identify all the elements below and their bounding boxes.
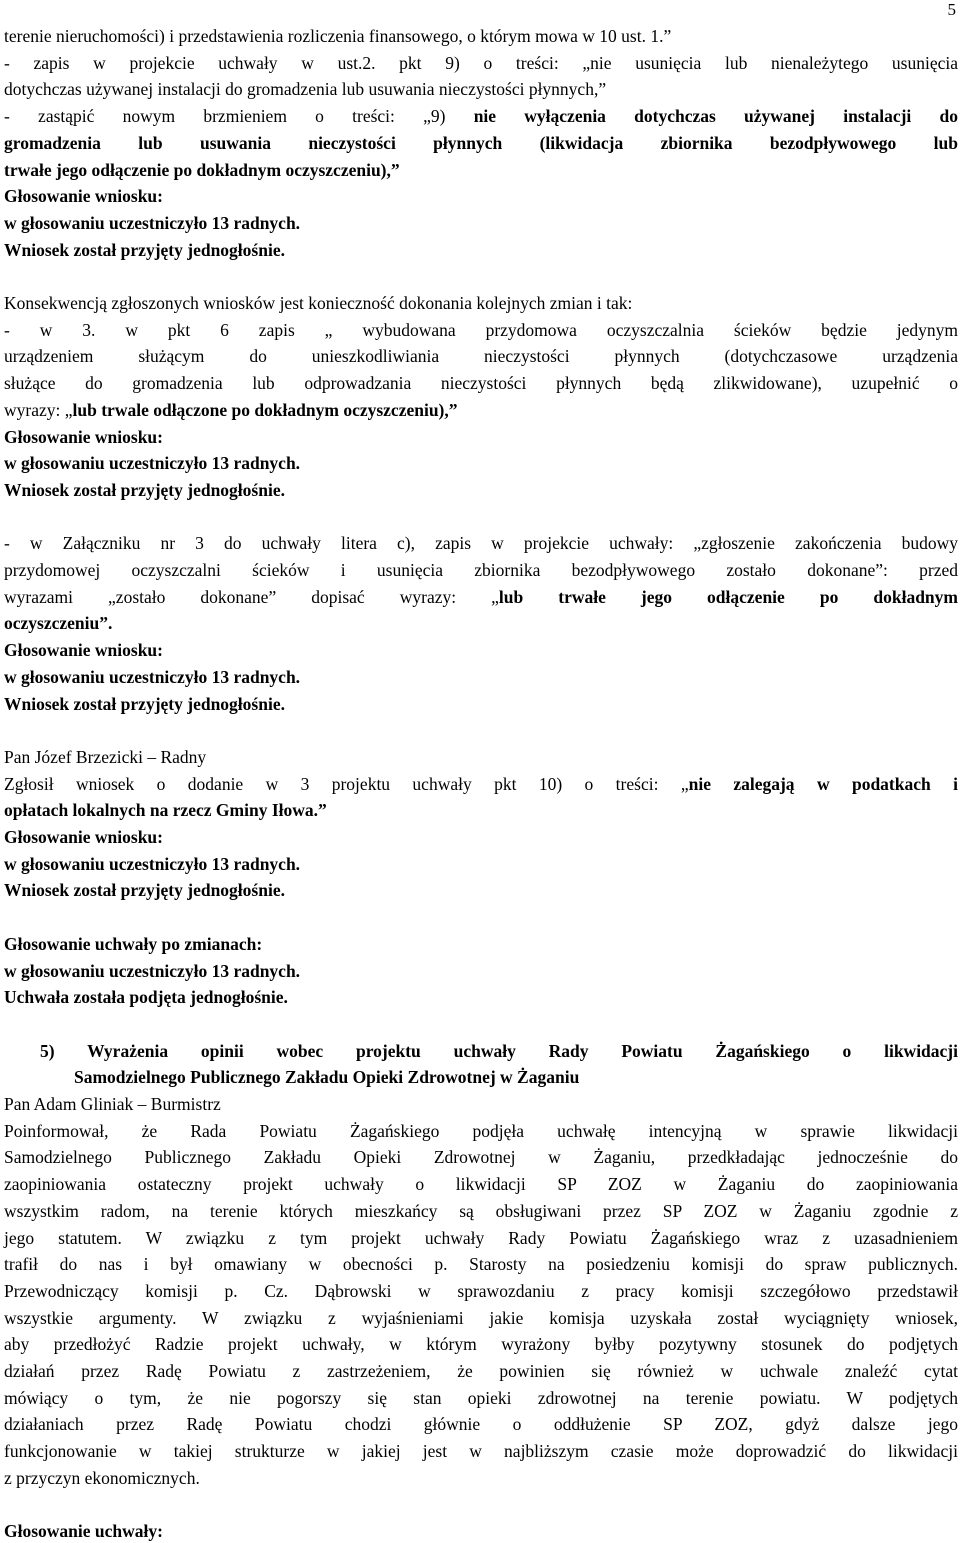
page-number: 5 [947, 0, 956, 19]
bold-text: Uchwała została podjęta jednogłośnie. [4, 987, 288, 1008]
text-line [4, 478, 958, 502]
text-segment: - zapis w projekcie uchwały w ust.2. pkt 9) o treści: „nie usunięcia lub nienależytego usunięcia [4, 52, 958, 73]
text-segment: wszystkie argumenty. W związku z wyjaśnieniami jakie komisja uzyskała został wyciągnięty wniosek, [4, 1307, 958, 1328]
bold-text: Głosowanie wniosku: [4, 827, 163, 847]
bold-text: trwałe jego odłączenie po dokładnym oczyszczeniu),” [4, 159, 400, 180]
text-line [4, 104, 958, 128]
blank-line [4, 718, 958, 742]
text-line [4, 371, 958, 395]
text-line [4, 1145, 958, 1169]
bold-text: Wniosek został przyjęty jednogłośnie. [4, 479, 285, 500]
text-segment: Pan Adam Gliniak – Burmistrz [4, 1094, 221, 1114]
text-line [4, 1199, 958, 1223]
text-segment: Zgłosił wniosek o dodanie w 3 projektu uchwały pkt 10) o treści: „ [4, 773, 689, 794]
text-line [4, 692, 958, 716]
bold-text: Wniosek został przyjęty jednogłośnie. [4, 239, 285, 260]
text-line [4, 318, 958, 342]
text-segment: - w Załączniku nr 3 do uchwały litera c), zapis w projekcie uchwały: „zgłoszenie zakończenia budowy [4, 533, 958, 554]
text-line [4, 798, 958, 822]
text-line [4, 1439, 958, 1463]
text-segment: służące do gromadzenia lub odprowadzania nieczystości płynnych będą zlikwidowane), uzupełnić o [4, 373, 958, 394]
text-line [4, 558, 958, 582]
text-line [4, 425, 958, 449]
blank-line [4, 264, 958, 288]
blank-line [4, 905, 958, 929]
bold-text: w głosowaniu uczestniczyło 13 radnych. [4, 960, 301, 981]
text-line [4, 1119, 958, 1143]
text-line [4, 825, 958, 849]
text-segment: wszystkim radom, na terenie których mieszkańcy są obsługiwani przez SP ZOZ w Żaganiu zgodnie z [4, 1200, 958, 1221]
text-segment: działań przez Radę Powiatu z zastrzeżeniem, że powinien się również w uchwale znaleźć cytat [4, 1361, 958, 1381]
blank-line [4, 1012, 958, 1036]
text-line [4, 638, 958, 662]
bold-text: w głosowaniu uczestniczyło 13 radnych. [4, 853, 301, 874]
bold-text: gromadzenia lub usuwania nieczystości płynnych (likwidacja zbiornika bezodpływowego lub [4, 132, 958, 153]
text-line [4, 51, 958, 75]
text-line [4, 131, 958, 155]
text-line [4, 585, 958, 609]
bold-text: lub trwałe jego odłączenie po dokładnym [498, 586, 958, 607]
text-line [4, 665, 958, 689]
text-line [4, 1172, 958, 1196]
text-segment: mówiący o tym, że nie pogorszy się stan opieki zdrowotnej na terenie powiatu. W podjętych [4, 1387, 958, 1408]
text-line [4, 932, 958, 956]
bold-text: Głosowanie wniosku: [4, 426, 163, 447]
blank-line [4, 1493, 958, 1517]
bold-text: Wniosek został przyjęty jednogłośnie. [4, 880, 285, 901]
text-segment: jego statutem. W związku z tym projekt uchwały Rady Powiatu Żagańskiego wraz z uzasadnieniem [4, 1227, 958, 1248]
text-line [4, 184, 958, 208]
text-line [40, 1039, 958, 1063]
text-segment: - zastąpić nowym brzmieniem o treści: „9) [4, 106, 474, 127]
text-line [4, 1306, 958, 1330]
bold-text: Głosowanie uchwały po zmianach: [4, 933, 263, 954]
text-line [4, 1519, 958, 1543]
text-line [4, 1359, 958, 1383]
text-line [4, 531, 958, 555]
bold-text: Głosowanie wniosku: [4, 186, 163, 207]
text-line [4, 451, 958, 475]
text-segment: działaniach przez Radę Powiatu chodzi głównie o oddłużenie SP ZOZ, gdyż dalsze jego [4, 1414, 958, 1435]
text-segment: trafił do nas i był omawiany w obecności p. Starosty na posiedzeniu komisji do spraw publicznych. [4, 1254, 958, 1275]
bold-text: Wniosek został przyjęty jednogłośnie. [4, 693, 285, 714]
text-segment: Pan Józef Brzezicki – Radny [4, 746, 207, 767]
text-segment: Samodzielnego Publicznego Zakładu Opieki Zdrowotnej w Żaganiu, przedkładając jednocześnie do [4, 1147, 958, 1168]
text-segment: wyrazy: „ [4, 399, 73, 420]
text-segment: Poinformował, że Rada Powiatu Żagańskiego podjęła uchwałę intencyjną w sprawie likwidacji [4, 1120, 958, 1141]
bold-text: Głosowanie uchwały: [4, 1521, 163, 1542]
bold-text: oczyszczeniu”. [4, 613, 113, 634]
bold-text: Samodzielnego Publicznego Zakładu Opieki Zdrowotnej w Żaganiu [74, 1067, 580, 1088]
bold-text: Głosowanie wniosku: [4, 640, 163, 661]
text-segment: dotychczas używanej instalacji do gromadzenia lub usuwania nieczystości płynnych,” [4, 79, 607, 100]
bold-text: 5) Wyrażenia opinii wobec projektu uchwały Rady Powiatu Żagańskiego o likwidacji [40, 1040, 958, 1061]
bold-text: opłatach lokalnych na rzecz Gminy Iłowa.” [4, 800, 327, 821]
text-line [4, 959, 958, 983]
text-line [4, 1332, 958, 1356]
bold-text: w głosowaniu uczestniczyło 13 radnych. [4, 212, 301, 233]
text-line [4, 24, 958, 48]
text-segment: urządzeniem służącym do unieszkodliwiania nieczystości płynnych (dotychczasowe urządzenia [4, 346, 958, 367]
text-line [4, 611, 958, 635]
text-line [4, 745, 958, 769]
text-segment: - w 3. w pkt 6 zapis „ wybudowana przydomowa oczyszczalnia ścieków będzie jedynym [4, 319, 958, 340]
text-line [4, 878, 958, 902]
text-line [4, 344, 958, 368]
text-segment: Przewodniczący komisji p. Cz. Dąbrowski w sprawozdaniu z pracy komisji szczegółowo przedstawił [4, 1280, 958, 1301]
text-line [4, 77, 958, 101]
text-line [4, 1092, 958, 1116]
bold-text: nie wyłączenia dotychczas używanej instalacji do [473, 106, 958, 127]
text-line [4, 852, 958, 876]
text-line [4, 1412, 958, 1436]
bold-text: lub trwale odłączone po dokładnym oczyszczeniu),” [72, 399, 458, 420]
text-segment: z przyczyn ekonomicznych. [4, 1467, 200, 1488]
text-line [74, 1065, 958, 1089]
text-segment: wyrazami „zostało dokonane” dopisać wyrazy: „ [4, 586, 499, 607]
text-line [4, 398, 958, 422]
text-line [4, 1252, 958, 1276]
bold-text: w głosowaniu uczestniczyło 13 radnych. [4, 666, 301, 687]
text-line [4, 1279, 958, 1303]
text-segment: funkcjonowanie w takiej strukturze w jakiej jest w najbliższym czasie może doprowadzić do likwidacji [4, 1441, 958, 1462]
text-line [4, 1386, 958, 1410]
text-segment: aby przedłożyć Radzie projekt uchwały, w którym wyrażony byłby pozytywny stosunek do podjętych [4, 1334, 958, 1355]
text-segment: przydomowej oczyszczalni ścieków i usunięcia zbiornika bezodpływowego zostało dokonane”: przed [4, 560, 958, 580]
text-line [4, 158, 958, 182]
text-segment: terenie nieruchomości) i przedstawienia rozliczenia finansowego, o którym mowa w 10 ust. 1.” [4, 26, 672, 46]
text-line [4, 291, 958, 315]
blank-line [4, 505, 958, 529]
text-line [4, 985, 958, 1009]
text-segment: Konsekwencją zgłoszonych wniosków jest konieczność dokonania kolejnych zmian i tak: [4, 293, 633, 313]
bold-text: w głosowaniu uczestniczyło 13 radnych. [4, 453, 301, 474]
text-segment: zaopiniowania ostateczny projekt uchwały o likwidacji SP ZOZ w Żaganiu do zaopiniowania [4, 1174, 958, 1195]
text-line [4, 238, 958, 262]
text-line [4, 1466, 958, 1490]
text-line [4, 1226, 958, 1250]
bold-text: nie zalegają w podatkach i [688, 773, 958, 794]
text-line [4, 772, 958, 796]
text-line [4, 211, 958, 235]
